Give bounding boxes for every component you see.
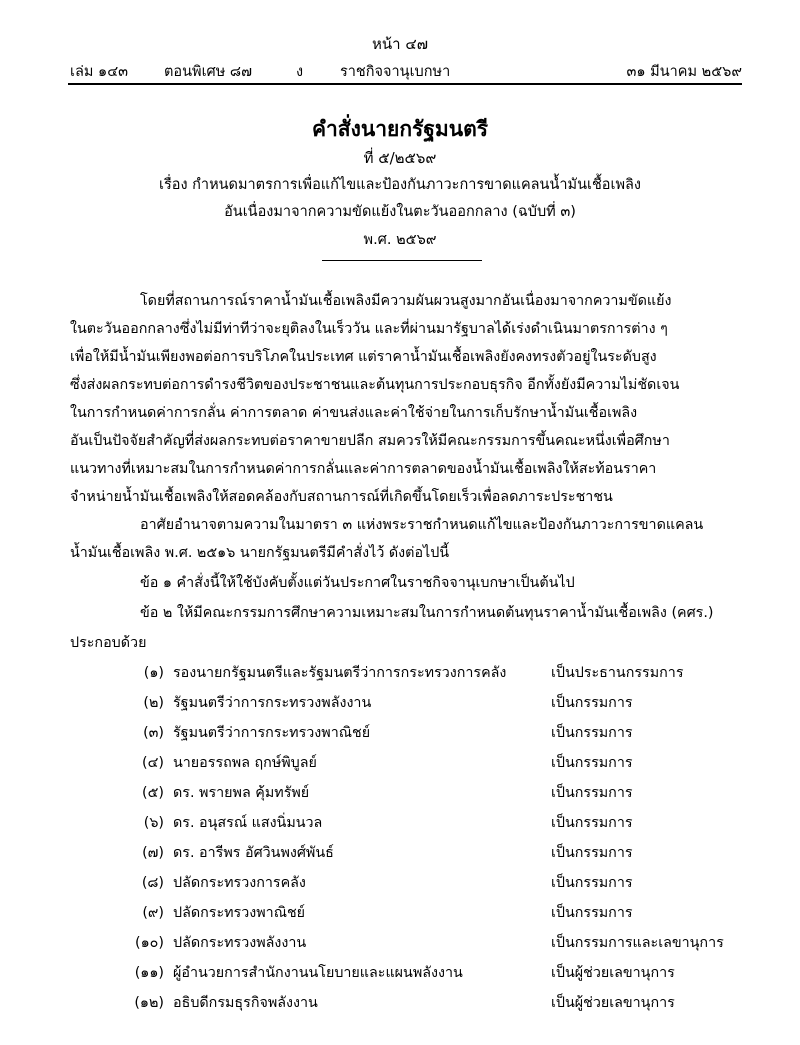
body-line: เพื่อให้มีน้ำมันเพียงพอต่อการบริโภคในประเทศ แต่ราคาน้ำมันเชื้อเพลิงยังคงทรงตัวอยู่ในระดับสูง bbox=[70, 349, 657, 365]
member-name: ปลัดกระทรวงพลังงาน bbox=[173, 935, 307, 951]
body-line: โดยที่สถานการณ์ราคาน้ำมันเชื้อเพลิงมีความผันผวนสูงมากอันเนื่องมาจากความขัดแย้ง bbox=[140, 293, 672, 309]
member-role: เป็นผู้ช่วยเลขานุการ bbox=[551, 965, 675, 981]
body-line: น้ำมันเชื้อเพลิง พ.ศ. ๒๕๑๖ นายกรัฐมนตรีมีคำสั่งไว้ ดังต่อไปนี้ bbox=[70, 545, 450, 561]
member-role: เป็นกรรมการ bbox=[551, 905, 633, 921]
member-number: (๑) bbox=[143, 665, 164, 681]
header-rule bbox=[68, 83, 742, 85]
member-name: ดร. อารีพร อัศวินพงศ์พันธ์ bbox=[173, 845, 334, 861]
order-year: พ.ศ. ๒๕๖๙ bbox=[363, 232, 437, 248]
member-name: ดร. พรายพล คุ้มทรัพย์ bbox=[173, 785, 310, 801]
member-role: เป็นกรรมการและเลขานุการ bbox=[551, 935, 724, 951]
member-number: (๓) bbox=[143, 725, 164, 741]
body-line: ในตะวันออกกลางซึ่งไม่มีท่าทีว่าจะยุติลงในเร็ววัน และที่ผ่านมารัฐบาลได้เร่งดำเนินมาตรการต่าง ๆ bbox=[70, 321, 668, 337]
section-label: ตอนพิเศษ ๘๗ bbox=[164, 64, 253, 80]
member-number: (๑๐) bbox=[135, 935, 164, 951]
title-divider bbox=[322, 260, 482, 261]
body-line: อันเป็นปัจจัยสำคัญที่ส่งผลกระทบต่อราคาขายปลีก สมควรให้มีคณะกรรมการขึ้นคณะหนึ่งเพื่อศึกษา bbox=[70, 433, 670, 449]
member-name: นายอรรถพล ฤกษ์พิบูลย์ bbox=[173, 755, 317, 771]
member-role: เป็นกรรมการ bbox=[551, 845, 633, 861]
member-number: (๘) bbox=[141, 875, 164, 891]
member-role: เป็นกรรมการ bbox=[551, 725, 633, 741]
member-name: ดร. อนุสรณ์ แสงนิ่มนวล bbox=[173, 815, 323, 831]
member-role: เป็นประธานกรรมการ bbox=[551, 665, 684, 681]
member-role: เป็นกรรมการ bbox=[551, 695, 633, 711]
body-line: แนวทางที่เหมาะสมในการกำหนดค่าการกลั่นและค่าการตลาดของน้ำมันเชื้อเพลิงให้สะท้อนราคา bbox=[70, 461, 657, 477]
document-title: คำสั่งนายกรัฐมนตรี bbox=[311, 117, 489, 141]
member-name: รองนายกรัฐมนตรีและรัฐมนตรีว่าการกระทรวงการคลัง bbox=[173, 665, 507, 681]
member-name: รัฐมนตรีว่าการกระทรวงพลังงาน bbox=[173, 695, 372, 711]
body-line: อาศัยอำนาจตามความในมาตรา ๓ แห่งพระราชกำหนดแก้ไขและป้องกันภาวะการขาดแคลน bbox=[140, 517, 704, 533]
page-number: หน้า ๔๗ bbox=[372, 35, 428, 53]
member-number: (๔) bbox=[142, 755, 164, 771]
body-line: จำหน่ายน้ำมันเชื้อเพลิงให้สอดคล้องกับสถานการณ์ที่เกิดขึ้นโดยเร็วเพื่อลดภาระประชาชน bbox=[70, 489, 613, 505]
member-number: (๑๒) bbox=[134, 995, 164, 1011]
member-number: (๖) bbox=[143, 815, 164, 831]
body-line: ประกอบด้วย bbox=[70, 635, 147, 651]
member-number: (๒) bbox=[143, 695, 164, 711]
gazette-header bbox=[70, 60, 742, 80]
subject-line-1: เรื่อง กำหนดมาตรการเพื่อแก้ไขและป้องกันภาวะการขาดแคลนน้ำมันเชื้อเพลิง bbox=[159, 177, 641, 193]
body-line: ซึ่งส่งผลกระทบต่อการดำรงชีวิตของประชาชนและต้นทุนการประกอบธุรกิจ อีกทั้งยังมีความไม่ชัดเจน bbox=[70, 377, 680, 393]
member-name: ปลัดกระทรวงการคลัง bbox=[173, 875, 306, 891]
subject-line-2: อันเนื่องมาจากความขัดแย้งในตะวันออกกลาง (ฉบับที่ ๓) bbox=[224, 204, 576, 220]
body-line: ในการกำหนดค่าการกลั่น ค่าการตลาด ค่าขนส่งและค่าใช้จ่ายในการเก็บรักษาน้ำมันเชื้อเพลิง bbox=[70, 405, 638, 421]
member-number: (๗) bbox=[142, 845, 164, 861]
member-name: รัฐมนตรีว่าการกระทรวงพาณิชย์ bbox=[173, 725, 371, 741]
part-label: ง bbox=[296, 64, 304, 80]
member-role: เป็นกรรมการ bbox=[551, 815, 633, 831]
member-role: เป็นผู้ช่วยเลขานุการ bbox=[551, 995, 675, 1011]
member-role: เป็นกรรมการ bbox=[551, 755, 633, 771]
clause-2: ข้อ ๒ ให้มีคณะกรรมการศึกษาความเหมาะสมในการกำหนดต้นทุนราคาน้ำมันเชื้อเพลิง (คศร.) bbox=[140, 605, 714, 621]
member-name: ปลัดกระทรวงพาณิชย์ bbox=[173, 905, 306, 921]
order-number: ที่ ๕/๒๕๖๙ bbox=[363, 149, 437, 167]
gazette-name: ราชกิจจานุเบกษา bbox=[340, 64, 451, 80]
member-name: ผู้อำนวยการสำนักงานนโยบายและแผนพลังงาน bbox=[173, 965, 463, 981]
member-number: (๙) bbox=[142, 905, 164, 921]
member-number: (๕) bbox=[142, 785, 164, 801]
member-role: เป็นกรรมการ bbox=[551, 875, 633, 891]
member-number: (๑๑) bbox=[134, 965, 164, 981]
member-name: อธิบดีกรมธุรกิจพลังงาน bbox=[173, 995, 318, 1011]
member-role: เป็นกรรมการ bbox=[551, 785, 633, 801]
volume-label: เล่ม ๑๔๓ bbox=[70, 64, 129, 80]
publish-date: ๓๑ มีนาคม ๒๕๖๙ bbox=[626, 64, 742, 80]
clause-1: ข้อ ๑ คำสั่งนี้ให้ใช้บังคับตั้งแต่วันประกาศในราชกิจจานุเบกษาเป็นต้นไป bbox=[140, 575, 575, 591]
